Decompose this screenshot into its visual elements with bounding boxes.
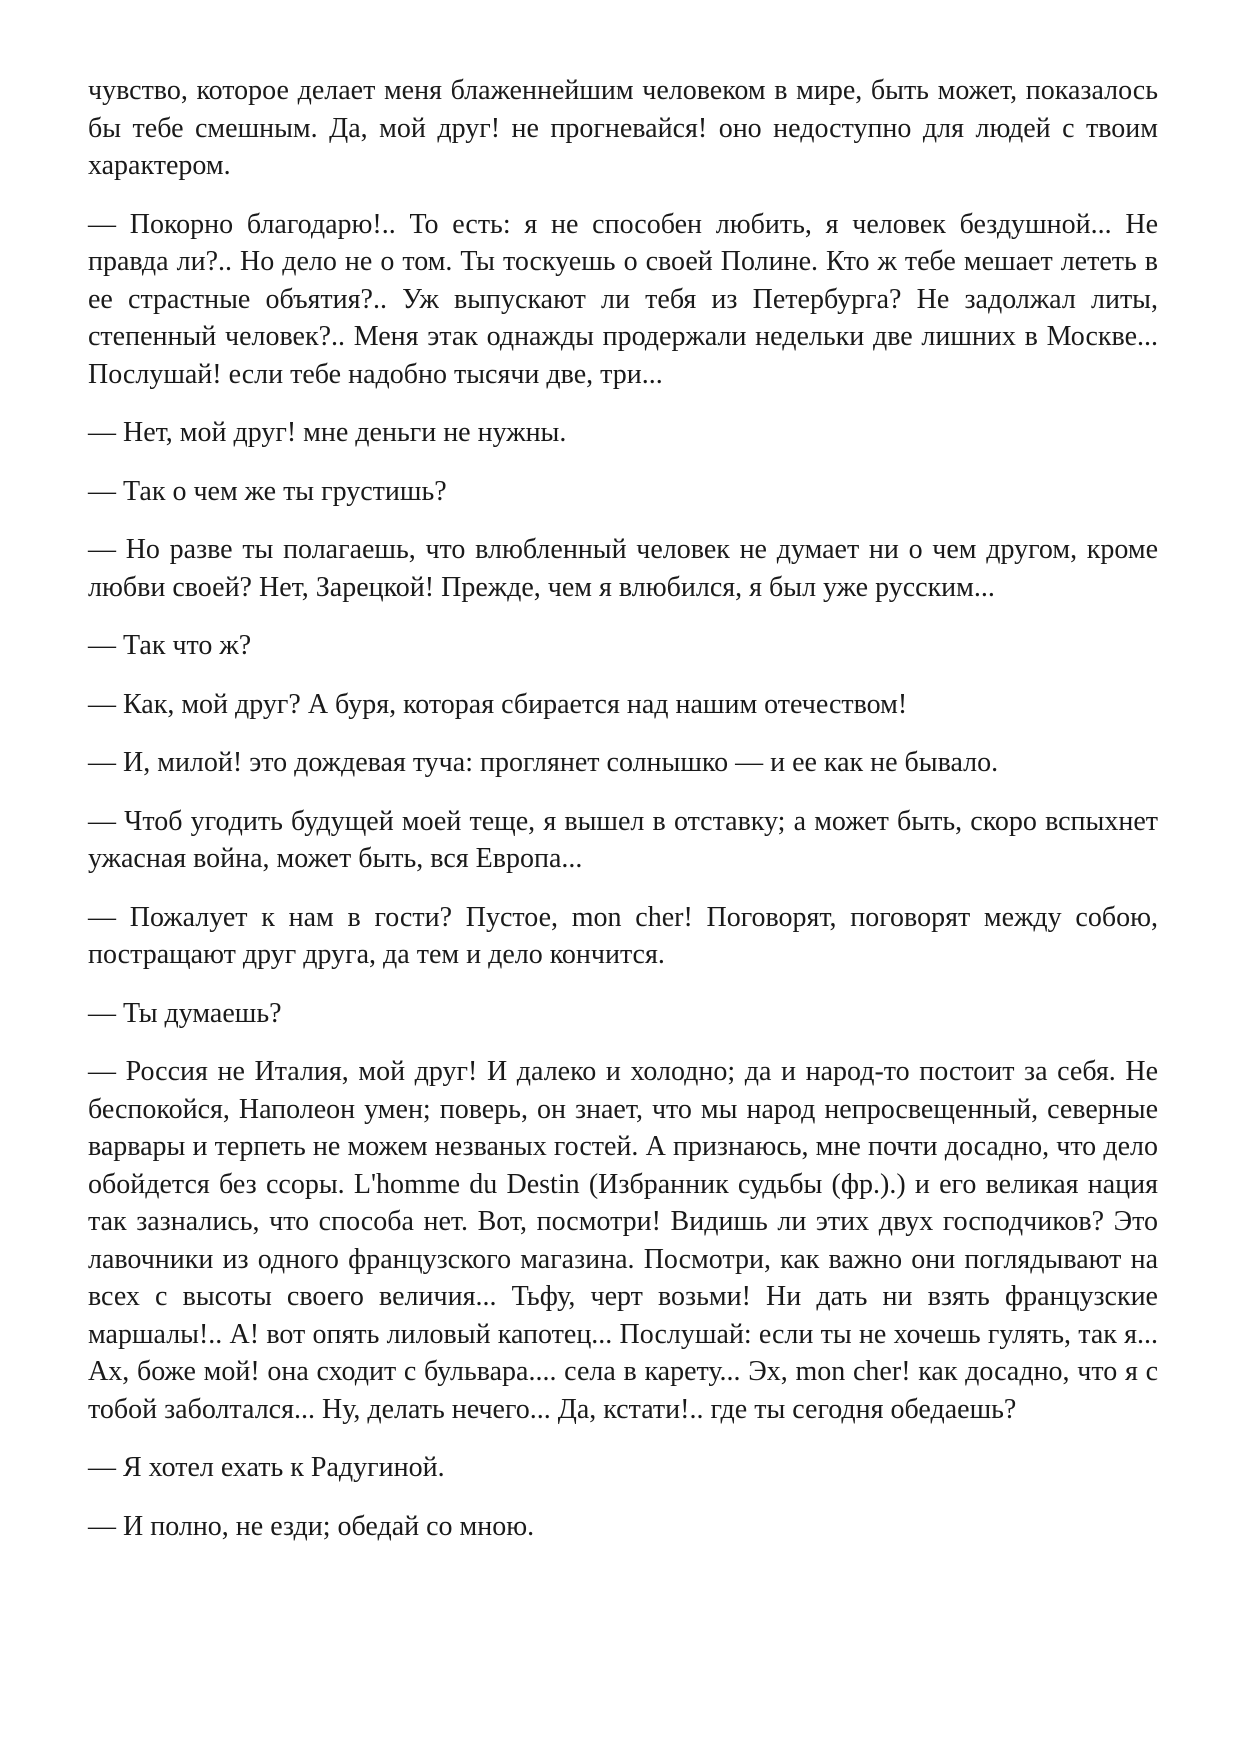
- paragraph-14: — И полно, не езди; обедай со мною.: [88, 1510, 535, 1542]
- paragraph-13: — Я хотел ехать к Радугиной.: [88, 1452, 445, 1483]
- paragraph-6: — Так что ж?: [88, 630, 252, 661]
- paragraph-12: — Россия не Италия, мой друг! И далеко и холодно; да и народ-то постоит за себя. Не беспокойся, Наполеон умен; поверь, он знает, что мы народ непросвещенный, северные варвары и терпеть не можем незваных гостей. А признаюсь, мне почти досадно, что дело обойдется без ссоры. L'homme du Destin (Избранник судьбы (фр.).) и его великая нация так зазнались, что способа нет. Вот, посмотри! Видишь ли этих двух господчиков? Это лавочники из одного французского магазина. Посмотри, как важно они поглядывают на всех с высоты своего величия... Тьфу, черт возьми! Ни дать ни взять французские маршалы!.. А! вот опять лиловый капотец... Послушай: если ты не хочешь гулять, так я... Ах, боже мой! она сходит с бульвара.... села в карету... Эх, mon cher! как досадно, что я с тобой заболтался... Ну, делать нечего... Да, кстати!.. где ты сегодня обедаешь?: [88, 1056, 1158, 1425]
- paragraph-8: — И, милой! это дождевая туча: проглянет солнышко — и ее как не бывало.: [88, 747, 999, 778]
- document-page: [88, 72, 1158, 1566]
- paragraph-4: — Так о чем же ты грустишь?: [88, 475, 447, 507]
- paragraph-3: — Нет, мой друг! мне деньги не нужны.: [88, 417, 567, 448]
- paragraph-10: — Пожалует к нам в гости? Пустое, mon cher! Поговорят, поговорят между собою, постращают друг друга, да тем и дело кончится.: [88, 901, 1158, 970]
- paragraph-7: — Как, мой друг? А буря, которая сбирается над нашим отечеством!: [88, 688, 908, 720]
- paragraph-5: — Но разве ты полагаешь, что влюбленный человек не думает ни о чем другом, кроме любви своей? Нет, Зарецкой! Прежде, чем я влюбился, я был уже русским...: [88, 534, 1158, 603]
- paragraph-9: — Чтоб угодить будущей моей теще, я вышел в отставку; а может быть, скоро вспыхнет ужасная война, может быть, вся Европа...: [88, 805, 1158, 874]
- paragraph-2: — Покорно благодарю!.. То есть: я не способен любить, я человек бездушной... Не правда ли?.. Но дело не о том. Ты тоскуешь о своей Полине. Кто ж тебе мешает лететь в ее страстные объятия?.. Уж выпускают ли тебя из Петербурга? Не задолжал литы, степенный человек?.. Меня этак однажды продержали недельки две лишних в Москве... Послушай! если тебе надобно тысячи две, три...: [88, 208, 1158, 390]
- paragraph-1: чувство, которое делает меня блаженнейшим человеком в мире, быть может, показалось бы тебе смешным. Да, мой друг! не прогневайся! оно недоступно для людей с твоим характером.: [88, 75, 1158, 181]
- paragraph-11: — Ты думаешь?: [88, 997, 282, 1029]
